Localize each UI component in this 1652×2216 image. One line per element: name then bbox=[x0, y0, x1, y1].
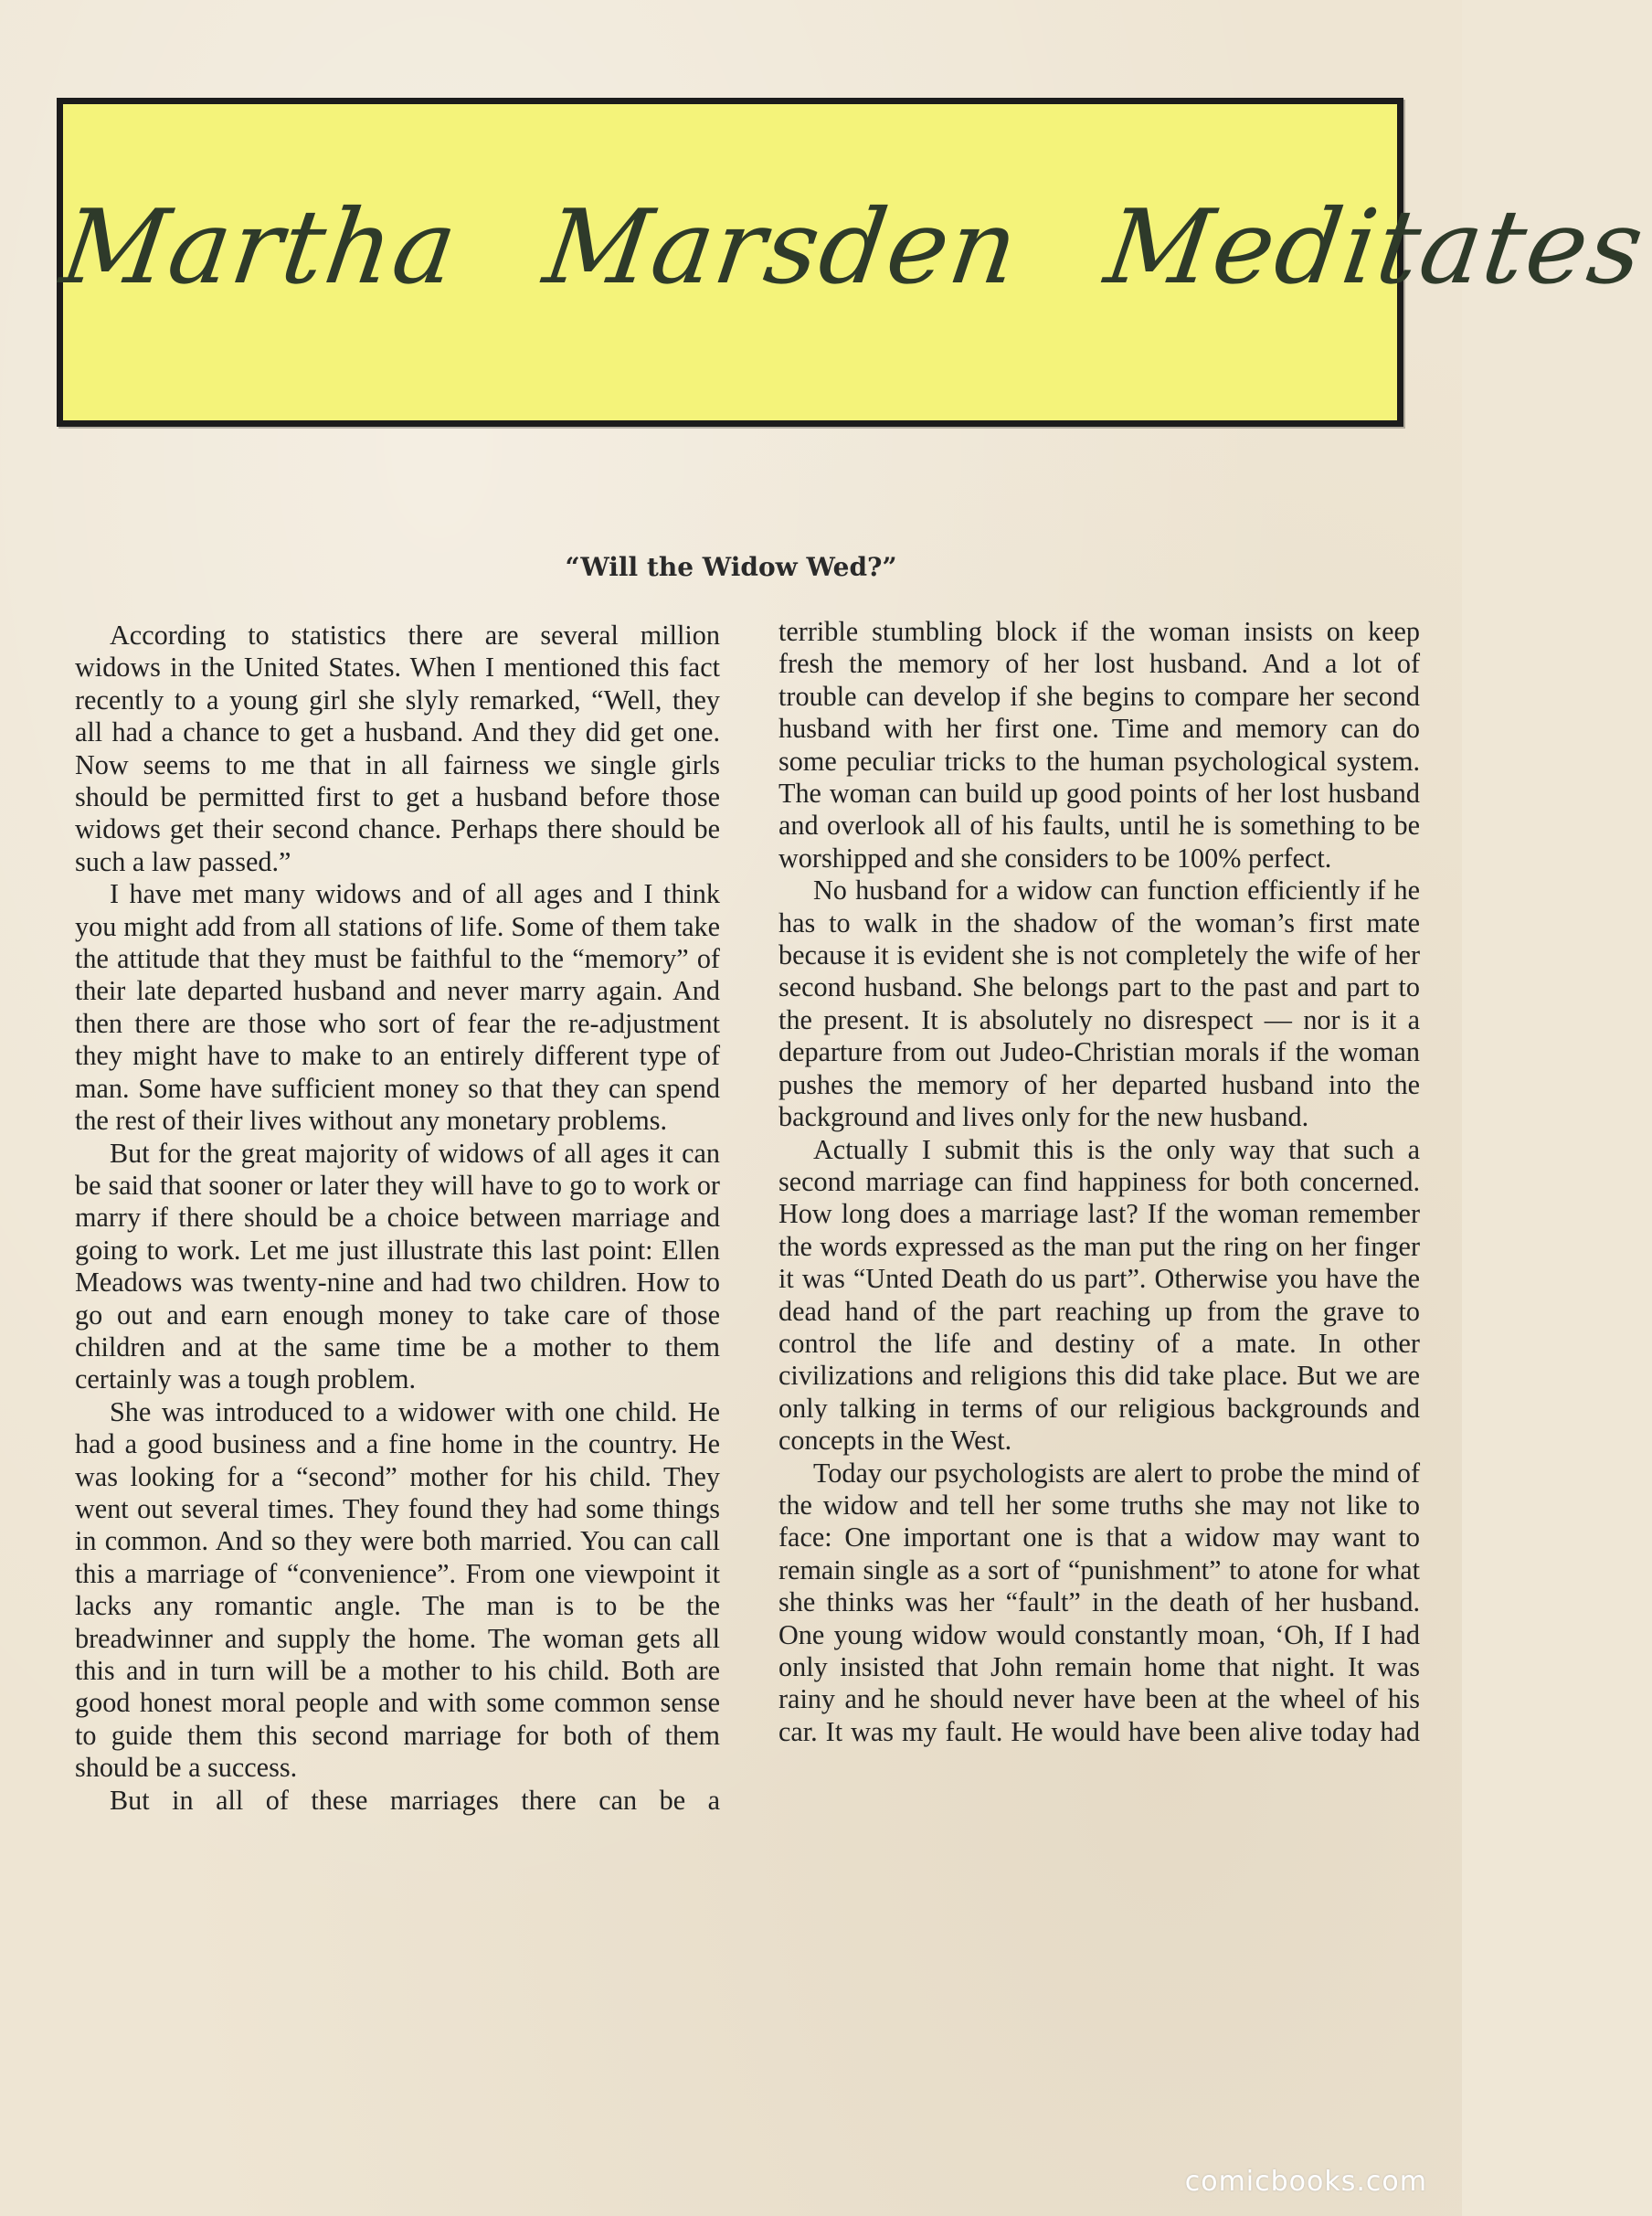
column-title: Martha Marsden Meditates bbox=[54, 188, 1652, 307]
paragraph: But in all of these marriages there can be a bbox=[110, 1784, 720, 1816]
paragraph: According to statistics there are several million widows in the United States. When I mentioned this fact recently to a young girl she slyly remarked, “Well, they all had a chance to get a husband. And they did get one. Now seems to me that in all fairness we single girls should be permitted first to get a husband before those widows get their second chance. Perhaps there should be such a law passed.” bbox=[75, 620, 720, 877]
paragraph: She was introduced to a widower with one child. He had a good business and a fine home in the country. He was looking for a “second” mother for his child. They went out several times. They found they had some things in common. And so they were both married. You can call this a marriage of “convenience”. From one viewpoint it lacks any romantic angle. The man is to be the breadwinner and supply the home. The woman gets all this and in turn will be a mother to his child. Both are good honest moral people and with some common sense to guide them this second marriage for both of them should be a success. bbox=[75, 1395, 720, 1784]
article-subtitle: “Will the Widow Wed?” bbox=[565, 552, 897, 582]
article-column-left bbox=[75, 620, 720, 1817]
paragraph: No husband for a widow can function efficiently if he has to walk in the shadow of the woman’s first mate because it is evident she is not completely the wife of her second husband. She belongs part to the past and part to the present. It is absolutely no disrespect — nor is it a departure from out Judeo-Christian morals if the woman pushes the memory of her departed husband into the background and lives only for the new husband. bbox=[778, 875, 1420, 1133]
title-banner bbox=[54, 98, 1652, 427]
site-watermark: comicbooks.com bbox=[1184, 2166, 1427, 2198]
paragraph: Actually I submit this is the only way that such a second marriage can find happiness for both concerned. How long does a marriage last? If the woman remember the words expressed as the man put the ring on her finger it was “Unted Death do us part”. Otherwise you have the dead hand of the part reaching up from the grave to control the life and destiny of a mate. In other civilizations and religions this did take place. But we are only talking in terms of our religious backgrounds and concepts in the West. bbox=[778, 1133, 1420, 1457]
paragraph: terrible stumbling block if the woman insists on keep fresh the memory of her lost husband. And a lot of trouble can develop if she begins to compare her second husband with her first one. Time and memory can do some peculiar tricks to the human psychological system. The woman can build up good points of her lost husband and overlook all of his faults, until he is something to be worshipped and she considers to be 100% perfect. bbox=[778, 616, 1420, 874]
paragraph: Today our psychologists are alert to probe the mind of the widow and tell her some truths she may not like to face: One important one is that a widow may want to remain single as a sort of “punishment” to atone for what she thinks was her “fault” in the death of her husband. One young widow would constantly moan, ‘Oh, If I had only insisted that John remain home that night. It was rainy and he should never have been at the wheel of his car. It was my fault. He would have been alive today had bbox=[778, 1457, 1420, 1747]
paragraph: I have met many widows and of all ages and I think you might add from all stations of life. Some of them take the attitude that they must be faithful to the “memory” of their late departed husband and never marry again. And then there are those who sort of fear the re-adjustment they might have to make to an entirely different type of man. Some have sufficient money so that they can spend the rest of their lives without any monetary problems. bbox=[75, 878, 720, 1137]
article-column-right bbox=[778, 616, 1420, 1748]
paragraph: But for the great majority of widows of all ages it can be said that sooner or later they will have to go to work or marry if there should be a choice between marriage and going to work. Let me just illustrate this last point: Ellen Meadows was twenty-nine and had two children. How to go out and earn enough money to take care of those children and at the same time be a mother to them certainly was a tough problem. bbox=[75, 1137, 720, 1395]
